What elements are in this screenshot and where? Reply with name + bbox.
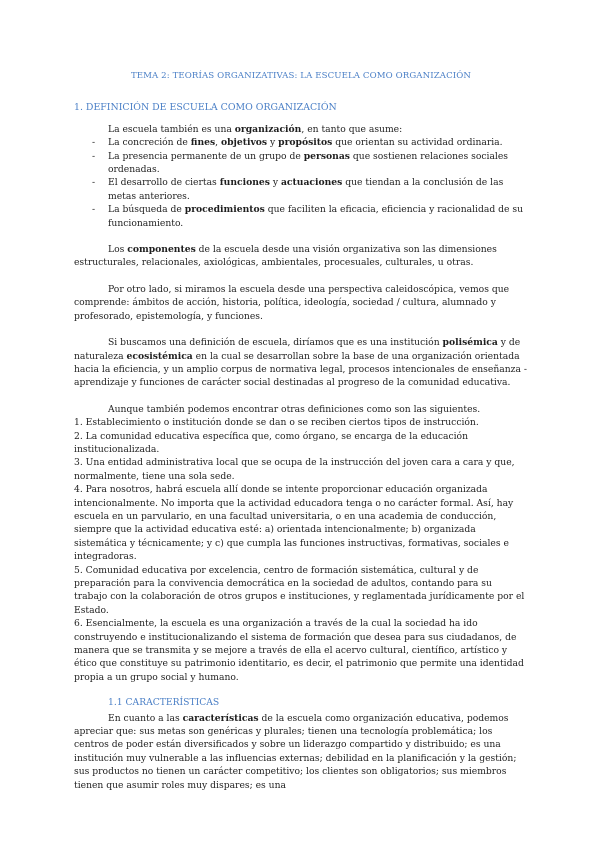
list-item: - El desarrollo de ciertas funciones y actuaciones que tiendan a la conclusión de las metas anteriores. [92, 177, 504, 202]
section-1-heading: 1. DEFINICIÓN DE ESCUELA COMO ORGANIZACIÓN [74, 102, 337, 114]
numbered-item: 4. Para nosotros, habrá escuela allí donde se intente proporcionar educación organizada intencionalmente. No importa que la actividad educadora tenga o no carácter formal. Así, hay escuela en un parvulario, en una facultad universitaria, o en una academia de conducción, siempre que la actividad educativa esté: a) orientada intencionalmente; b) organizada sistemática y técnicamente; y c) que cumpla las funciones instructivas, formativas, sociales e integradoras. [74, 484, 514, 563]
page-content [74, 70, 528, 792]
characteristics-paragraph: En cuanto a las características de la escuela como organización educativa, podemos apreciar que: sus metas son genéricas y plurales; tienen una tecnología problemática; los centros de poder están diversificados y sobre un liderazgo compartido y distribuido; es una institución muy vulnerable a las influencias externas; debilidad en la planificación y la gestión; sus productos no tienen un carácter competitivo; los clientes son obligatorios; sus miembros tienen que asumir roles muy dispares; es una [74, 712, 517, 791]
definitions-numbered-list [74, 416, 528, 684]
dash-bullet: - [92, 150, 96, 162]
definition-paragraph: Si buscamos una definición de escuela, diríamos que es una institución polisémica y de naturaleza ecosistémica en la cual se desarrollan sobre la base de una organización orientada hacia la eficiencia, y un amplio corpus de normativa legal, procesos intencionales de enseñanza - aprendizaje y funciones de carácter social destinadas al progreso de la comunidad educativa. [74, 337, 527, 389]
list-item: - La concreción de fines, objetivos y propósitos que orientan su actividad ordinaria. [92, 137, 503, 149]
dash-bullet: - [92, 137, 96, 149]
numbered-item: 1. Establecimiento o institución donde se dan o se reciben ciertos tipos de instrucción. [74, 417, 479, 429]
dash-bullet: - [92, 204, 96, 216]
kaleidoscopic-paragraph: Por otro lado, si miramos la escuela desde una perspectiva caleidoscópica, vemos que comprende: ámbitos de acción, historia, política, ideología, sociedad / cultura, alumnado y profesorado, epistemología, y funciones. [74, 283, 510, 322]
list-item: - La búsqueda de procedimientos que faciliten la eficacia, eficiencia y racionalidad de su funcionamiento. [92, 204, 524, 229]
numbered-item: 5. Comunidad educativa por excelencia, centro de formación sistemática, cultural y de preparación para la convivencia democrática en la sociedad de adultos, contando para su trabajo con la colaboración de otros grupos e instituciones, y reglamentada jurídicamente por el Estado. [74, 564, 525, 616]
numbered-item: 3. Una entidad administrativa local que se ocupa de la instrucción del joven cara a cara y que, normalmente, tiene una sola sede. [74, 457, 515, 482]
organization-criteria-list [74, 136, 528, 230]
components-paragraph: Los componentes de la escuela desde una visión organizativa son las dimensiones estructurales, relacionales, axiológicas, ambientales, procesuales, culturales, u otras. [74, 244, 497, 269]
other-definitions-intro: Aunque también podemos encontrar otras definiciones como son las siguientes. [108, 403, 481, 415]
numbered-item: 2. La comunidad educativa específica que, como órgano, se encarga de la educación institucionalizada. [74, 430, 468, 455]
section-1-1-heading: 1.1 CARACTERÍSTICAS [108, 697, 220, 709]
list-item: - La presencia permanente de un grupo de personas que sostienen relaciones sociales ordenadas. [92, 150, 509, 176]
section-1-intro: La escuela también es una organización, en tanto que asume: [108, 123, 403, 135]
dash-bullet: - [92, 177, 96, 189]
page-title: TEMA 2: TEORÍAS ORGANIZATIVAS: LA ESCUELA COMO ORGANIZACIÓN [130, 71, 472, 81]
numbered-item: 6. Esencialmente, la escuela es una organización a través de la cual la sociedad ha ido construyendo e institucionalizando el sistema de formación que desea para sus ciudadanos, de manera que se transmita y se mejore a través de ella el acervo cultural, científico, artístico y ético que constituye su patrimonio identitario, es decir, el patrimonio que permite una identidad propia a un grupo social y humano. [74, 618, 524, 683]
